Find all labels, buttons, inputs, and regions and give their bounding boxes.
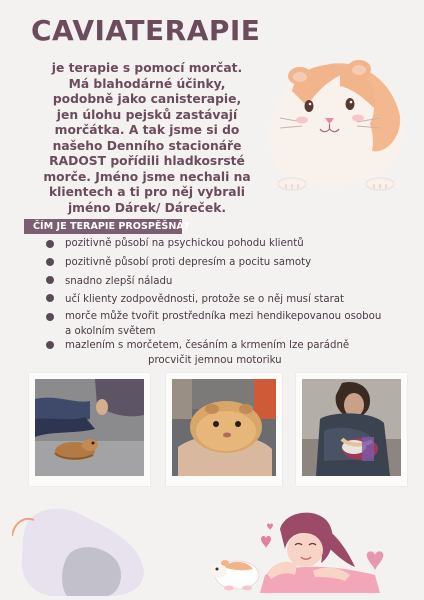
intro-line: morče. Jméno jsme nechali na [43,169,251,184]
intro-line: jméno Dárek/ Dáreček. [67,200,227,215]
intro-line: je terapie s pomocí morčat. [51,61,243,75]
guinea-pig-illustration-icon [262,36,410,196]
benefit-text: mazlením s morčetem, česáním a krmením lze parádně [65,340,350,351]
benefit-text: snadno zlepší náladu [65,276,173,287]
bullet-icon [46,341,54,349]
benefit-text: morče může tvořit prostředníka mezi hendikepovanou osobou [65,311,382,322]
photo-frame [296,373,407,486]
intro-line: jen úlohu pejsků zastávají [56,107,238,122]
intro-paragraph [22,61,272,216]
benefit-text: učí klienty zodpovědnosti, protože se o něj musí starat [65,294,345,305]
photo-client-holding-guinea-pig-icon [302,379,401,476]
photo-guinea-pig-on-carpet-icon [35,379,144,476]
photo-frame [166,373,282,486]
benefit-text: pozitivně působí na psychickou pohodu klientů [65,238,304,249]
bullet-icon [46,276,54,284]
photo-guinea-pig-held-in-hands-icon [172,379,276,476]
bullet-icon [46,294,54,302]
benefit-text: procvičit jemnou motoriku [148,355,282,366]
photo-frame [29,373,150,486]
intro-line: morčátka. A tak jsme si do [54,123,240,137]
bullet-icon [46,258,54,266]
page-title: CAVIATERAPIE [31,14,261,47]
section-heading: ČÍM JE TERAPIE PROSPĚŠNÁ? [33,221,190,232]
intro-line: podobně jako canisterapie, [52,92,242,106]
intro-line: RADOST pořídili hladkosrsté [49,154,245,168]
bullet-icon [46,240,54,248]
girl-with-guinea-pig-illustration-icon [205,505,390,595]
benefit-text: pozitivně působí proti depresím a pocitu samoty [65,257,312,268]
benefit-text: a okolním světem [65,326,156,337]
intro-line: našeho Denního stacionáře [52,138,242,153]
decorative-blob-icon [12,498,152,598]
intro-line: klientech a ti pro něj vybrali [48,185,245,199]
intro-line: Má blahodárné účinky, [68,76,226,91]
bullet-icon [46,313,54,321]
